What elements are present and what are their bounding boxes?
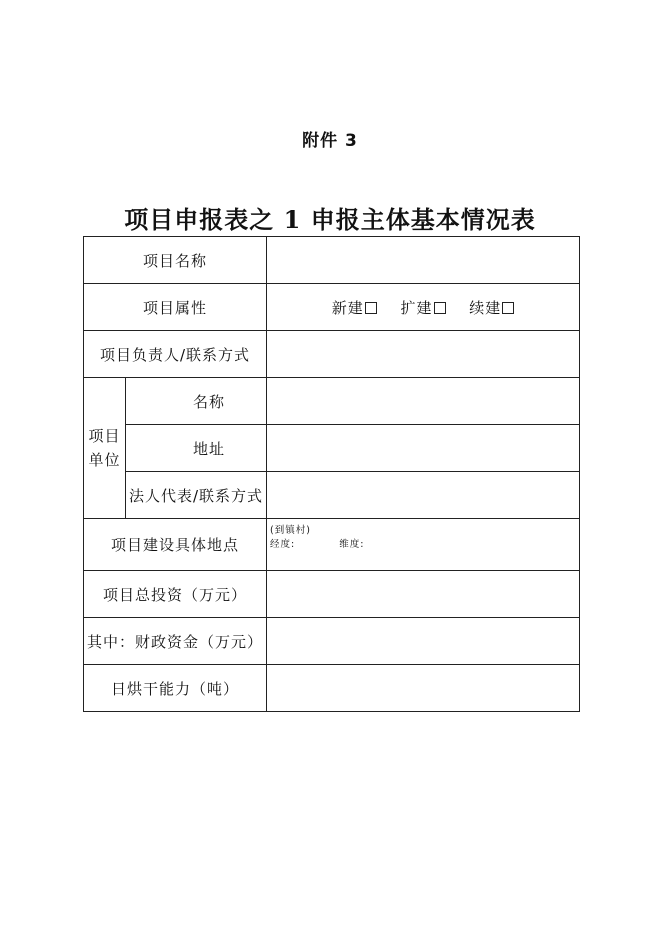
table-row — [84, 237, 580, 284]
unit-address-label: 地址 — [126, 425, 267, 472]
attr-option-new[interactable]: 新建 — [332, 299, 377, 317]
daily-drying-label: 日烘干能力（吨） — [84, 665, 267, 712]
daily-drying-field[interactable] — [267, 665, 580, 712]
location-field[interactable] — [267, 519, 580, 571]
page-title: 项目申报表之 1 申报主体基本情况表 — [124, 205, 536, 234]
location-label: 项目建设具体地点 — [84, 519, 267, 571]
legal-rep-field[interactable] — [267, 472, 580, 519]
legal-rep-label: 法人代表/联系方式 — [126, 472, 267, 519]
leader-contact-field[interactable] — [267, 331, 580, 378]
total-investment-field[interactable] — [267, 571, 580, 618]
leader-contact-label: 项目负责人/联系方式 — [84, 331, 267, 378]
application-form-table — [83, 236, 580, 712]
project-name-label: 项目名称 — [84, 237, 267, 284]
checkbox-new[interactable] — [365, 302, 377, 314]
location-hint: (到镇村) — [270, 525, 311, 536]
project-attr-options — [267, 284, 580, 331]
attr-option-expand[interactable]: 扩建 — [401, 299, 446, 317]
project-name-field[interactable] — [267, 237, 580, 284]
table-row — [84, 284, 580, 331]
unit-name-field[interactable] — [267, 378, 580, 425]
attr-option-continue[interactable]: 续建 — [469, 299, 514, 317]
project-attr-label: 项目属性 — [84, 284, 267, 331]
latitude-label: 维度: — [339, 539, 365, 550]
table-row — [84, 618, 580, 665]
checkbox-continue[interactable] — [502, 302, 514, 314]
table-row — [84, 665, 580, 712]
fiscal-funds-field[interactable] — [267, 618, 580, 665]
table-row — [84, 378, 580, 425]
unit-name-label: 名称 — [126, 378, 267, 425]
fiscal-funds-label: 其中：财政资金（万元） — [84, 618, 267, 665]
table-row — [84, 472, 580, 519]
table-row — [84, 571, 580, 618]
table-row — [84, 331, 580, 378]
longitude-label: 经度: — [270, 539, 296, 550]
checkbox-expand[interactable] — [434, 302, 446, 314]
project-unit-group-label: 项目 单位 — [84, 378, 126, 519]
table-row — [84, 519, 580, 571]
attachment-label: 附件 3 — [302, 131, 358, 151]
unit-address-field[interactable] — [267, 425, 580, 472]
table-row — [84, 425, 580, 472]
total-investment-label: 项目总投资（万元） — [84, 571, 267, 618]
